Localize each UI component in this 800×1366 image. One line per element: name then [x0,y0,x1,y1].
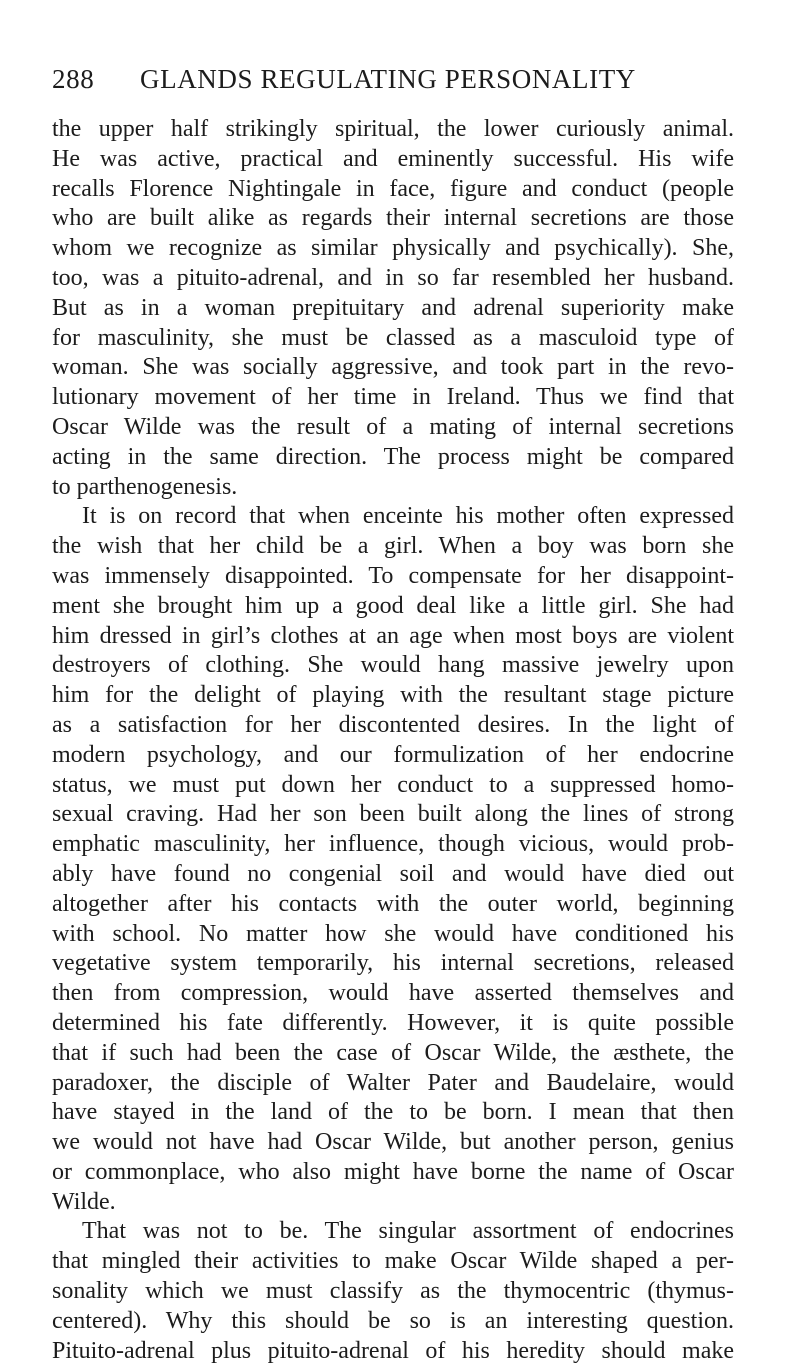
text-line: modern psychology, and our formulization of her endocrine [52,741,734,768]
text-line: for masculinity, she must be classed as a masculoid type of [52,324,734,351]
text-line: recalls Florence Nightingale in face, figure and conduct (people [52,175,734,202]
text-line: him for the delight of playing with the resultant stage picture [52,682,734,709]
text-line: or commonplace, who also might have borne the name of Oscar [52,1158,734,1185]
text-line: acting in the same direction. The process might be compared [52,443,734,470]
text-line: the upper half strikingly spiritual, the lower curiously animal. [52,116,734,142]
text-line: emphatic masculinity, her influence, though vicious, would prob- [52,831,734,858]
text-line: determined his fate differently. However, it is quite possible [52,1009,734,1036]
text-line: as a satisfaction for her discontented desires. In the light of [52,711,734,738]
running-head [52,64,732,104]
text-line: sexual craving. Had her son been built along the lines of strong [52,801,734,828]
text-line: then from compression, would have asserted themselves and [52,980,734,1007]
text-line: That was not to be. The singular assortment of endocrines [82,1218,734,1245]
page-number: 288 [52,64,95,94]
text-line: altogether after his contacts with the outer world, beginning [52,890,734,917]
text-line: sonality which we must classify as the thymocentric (thymus- [52,1278,734,1305]
text-line: ment she brought him up a good deal like a little girl. She had [52,592,734,619]
running-title: GLANDS REGULATING PERSONALITY [140,64,636,94]
text-line: lutionary movement of her time in Ireland. Thus we find that [52,384,734,411]
text-line: It is on record that when enceinte his mother often expressed [82,503,734,530]
text-line: vegetative system temporarily, his internal secretions, released [52,950,734,977]
text-line: him dressed in girl’s clothes at an age when most boys are violent [52,622,734,649]
text-line: woman. She was socially aggressive, and took part in the revo- [52,354,734,381]
text-line: was immensely disappointed. To compensate for her disappoint- [52,562,734,589]
text-line: with school. No matter how she would have conditioned his [52,920,734,947]
text-line: status, we must put down her conduct to a suppressed homo- [52,771,734,798]
text-line: have stayed in the land of the to be born. I mean that then [52,1099,734,1126]
text-line: Oscar Wilde was the result of a mating of internal secretions [52,413,734,440]
text-line: destroyers of clothing. She would hang massive jewelry upon [52,652,734,679]
text-line: He was active, practical and eminently successful. His wife [52,145,734,172]
text-line: paradoxer, the disciple of Walter Pater and Baudelaire, would [52,1069,734,1096]
text-line: to parthenogenesis. [52,473,238,500]
text-line: we would not have had Oscar Wilde, but another person, genius [52,1129,734,1156]
body-text [52,115,734,1366]
text-line: ably have found no congenial soil and would have died out [52,860,734,887]
text-line: that mingled their activities to make Oscar Wilde shaped a per- [52,1248,734,1275]
text-line: Pituito-adrenal plus pituito-adrenal of his heredity should make [52,1337,734,1364]
text-line: that if such had been the case of Oscar Wilde, the æsthete, the [52,1039,734,1066]
text-line: whom we recognize as similar physically and psychically). She, [52,235,734,262]
text-line: too, was a pituito-adrenal, and in so far resembled her husband. [52,264,734,291]
text-line: centered). Why this should be so is an interesting question. [52,1307,734,1334]
text-line: Wilde. [52,1188,116,1215]
text-line: the wish that her child be a girl. When a boy was born she [52,533,734,560]
text-line: But as in a woman prepituitary and adrenal superiority make [52,294,734,321]
text-line: who are built alike as regards their internal secretions are those [52,205,734,232]
